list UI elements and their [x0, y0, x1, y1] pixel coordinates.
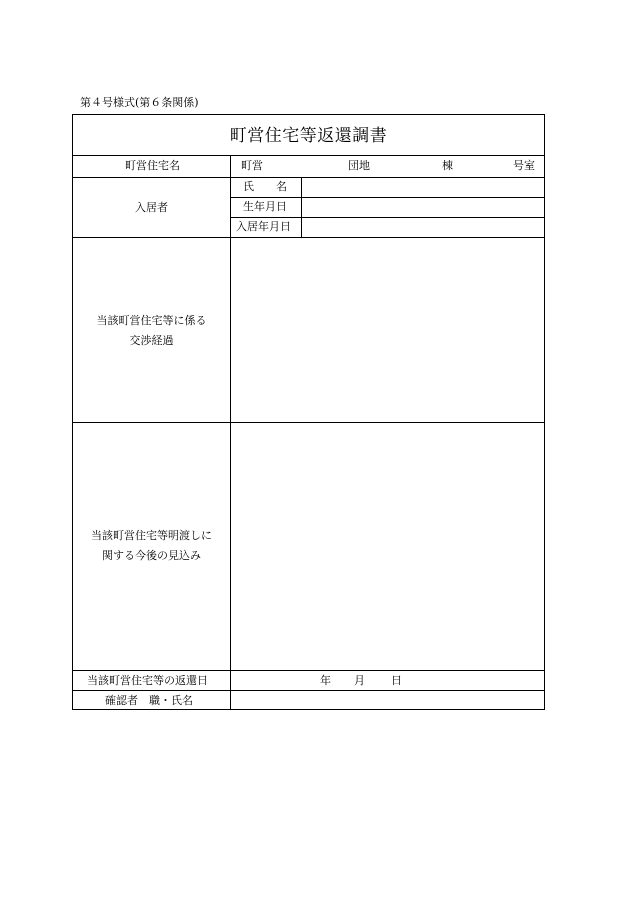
rule-below-housing	[73, 177, 544, 178]
rule-below-return-date	[73, 690, 544, 691]
outlook-label-line2: 関する今後の見込み	[102, 549, 201, 562]
resident-name-label: 氏 名	[243, 180, 287, 193]
return-record-form	[72, 114, 545, 710]
return-date-day-label: 日	[391, 674, 402, 687]
negotiation-label-line2: 交渉経過	[129, 334, 174, 347]
housing-name-label: 町営住宅名	[125, 159, 180, 172]
return-date-month-label: 月	[354, 674, 365, 687]
resident-birthdate-label: 生年月日	[243, 200, 287, 213]
housing-town-label: 町営	[241, 159, 263, 172]
negotiation-history-label	[73, 311, 230, 351]
rule-below-title	[73, 155, 544, 156]
form-number: 第４号様式(第６条関係)	[80, 96, 199, 109]
rule-resident-row2	[230, 217, 544, 218]
housing-building-label: 棟	[442, 159, 453, 172]
rule-below-outlook	[73, 670, 544, 671]
housing-room-label: 号室	[513, 159, 535, 172]
resident-label: 入居者	[135, 201, 168, 214]
future-outlook-label	[73, 526, 230, 566]
housing-danchi-label: 団地	[348, 159, 370, 172]
negotiation-label-line1: 当該町営住宅等に係る	[96, 314, 207, 327]
rule-resident-row1	[230, 197, 544, 198]
return-date-label: 当該町営住宅等の返還日	[87, 674, 208, 687]
rule-below-negotiation	[73, 422, 544, 423]
return-date-year-label: 年	[320, 674, 331, 687]
confirmer-label: 確認者 職・氏名	[105, 694, 193, 707]
outlook-label-line1: 当該町営住宅等明渡しに	[91, 529, 212, 542]
rule-label-column	[230, 155, 231, 709]
resident-movein-date-label: 入居年月日	[236, 220, 291, 233]
rule-resident-subcolumn	[301, 177, 302, 237]
form-title: 町営住宅等返還調書	[229, 126, 388, 146]
rule-below-resident	[73, 237, 544, 238]
